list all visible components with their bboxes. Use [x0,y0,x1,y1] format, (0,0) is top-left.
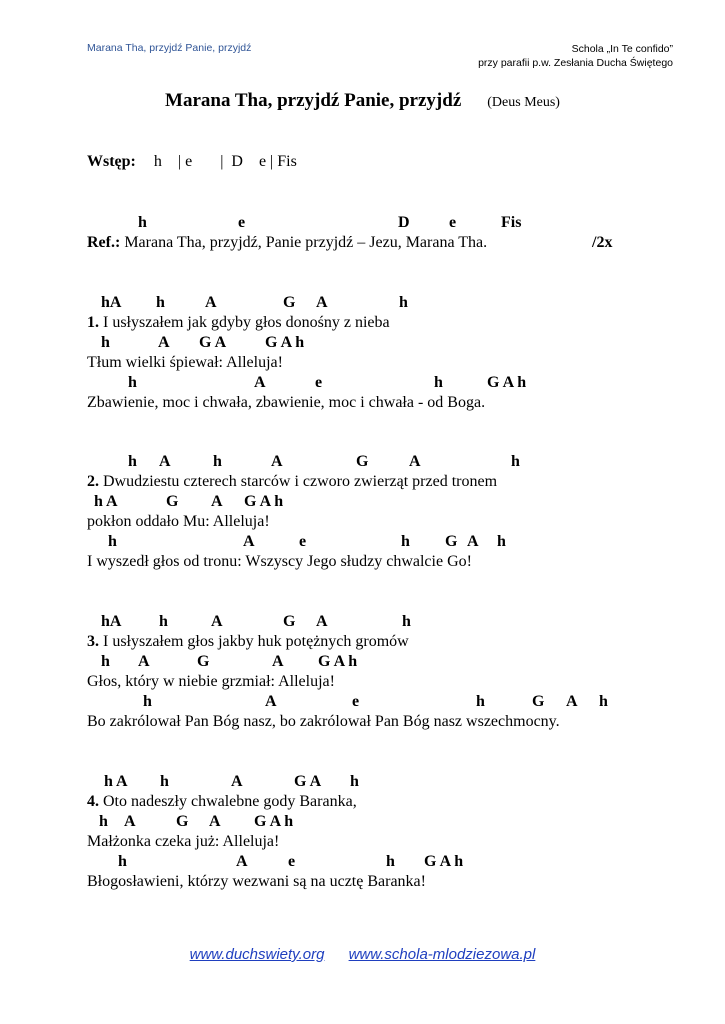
chord: A [409,453,421,470]
verse-line [87,633,409,651]
chord: h [108,533,117,550]
chord: A [124,813,136,830]
refrain-label: Ref.: [87,234,121,251]
chord: A [243,533,255,550]
chord: G A [199,334,227,351]
chord: e [288,853,296,870]
chord: A [138,653,150,670]
chord: h [599,693,608,710]
chord: h [101,334,110,351]
chord: G [356,453,369,470]
verse-line: pokłon oddało Mu: Alleluja! [87,513,270,530]
chord: G [283,294,296,311]
intro-chords: h | e | D e | Fis [153,153,297,170]
intro-label: Wstęp: [87,153,136,170]
header-song-title: Marana Tha, przyjdź Panie, przyjdź [87,42,252,54]
verse-line: Zbawienie, moc i chwała, zbawienie, moc i chwała - od Boga. [87,394,486,411]
chord: A [254,374,266,391]
chord: G [166,493,179,510]
chord: A [211,613,223,630]
chord: hA [101,613,122,630]
chord: G A h [424,853,464,870]
chord: h [99,813,108,830]
footer-links [0,946,725,963]
chord: h [434,374,443,391]
chord: h [401,533,410,550]
chord: A [316,613,328,630]
chord: D [398,214,410,231]
verse-line [87,793,357,811]
chord: A [467,533,479,550]
verse-line: Głos, który w niebie grzmiał: Alleluja! [87,673,335,690]
chord: A [205,294,217,311]
chord: G [176,813,189,830]
verse-line: I wyszedł głos od tronu: Wszyscy Jego słudzy chwalcie Go! [87,553,472,570]
chord: G A [294,773,322,790]
chord: A [236,853,248,870]
chord: A [159,453,171,470]
chord: h [402,613,411,630]
chord: A [265,693,277,710]
chord: h [118,853,127,870]
verse-number: 4. [87,793,99,810]
chord: G [532,693,545,710]
header-schola-info [478,42,673,70]
chord: A [316,294,328,311]
chord: h [143,693,152,710]
chord: A [272,653,284,670]
chord: h [399,294,408,311]
page-title [0,90,725,112]
chord: h [511,453,520,470]
chord: G A h [254,813,294,830]
refrain-repeat: /2x [592,234,613,251]
verse-text: Oto nadeszły chwalebne gody Baranka, [99,793,357,810]
chord: h [138,214,147,231]
chord: G [197,653,210,670]
chord: A [158,334,170,351]
chord: h A [104,773,128,790]
chord: h [101,653,110,670]
chord: h [128,453,137,470]
verse-number: 1. [87,314,99,331]
chord: A [231,773,243,790]
chord: h A [94,493,118,510]
refrain-text: Marana Tha, przyjdź, Panie przyjdź – Jezu, Marana Tha. [120,234,488,251]
chord: h [386,853,395,870]
chord: G A h [244,493,284,510]
chord: G A h [318,653,358,670]
refrain-line [87,234,487,252]
chord: h [476,693,485,710]
link-schola-mlodziezowa[interactable]: www.schola-mlodziezowa.pl [348,946,536,963]
chord: h [128,374,137,391]
verse-number: 2. [87,473,99,490]
verse-text: I usłyszałem głos jakby huk potężnych gromów [99,633,409,650]
verse-line: Małżonka czeka już: Alleluja! [87,833,280,850]
verse-line: Tłum wielki śpiewał: Alleluja! [87,354,283,371]
chord: A [211,493,223,510]
chord: h [159,613,168,630]
chord: G [283,613,296,630]
chord: Fis [501,214,522,231]
chord: e [449,214,457,231]
verse-line: Błogosławieni, którzy wezwani są na ucztę Baranka! [87,873,426,890]
chord: A [209,813,221,830]
chord: h [497,533,506,550]
chord: h [160,773,169,790]
chord: G A h [487,374,527,391]
chord: A [566,693,578,710]
chord: h [156,294,165,311]
link-duchswiety[interactable]: www.duchswiety.org [189,946,325,963]
chord: hA [101,294,122,311]
verse-number: 3. [87,633,99,650]
title-subtitle: (Deus Meus) [487,95,560,110]
verse-text: Dwudziestu czterech starców i czworo zwierząt przed tronem [99,473,498,490]
chord: h [350,773,359,790]
verse-line [87,473,497,491]
verse-line [87,314,390,332]
verse-line: Bo zakrólował Pan Bóg nasz, bo zakrólował Pan Bóg nasz wszechmocny. [87,713,560,730]
chord: A [271,453,283,470]
verse-text: I usłyszałem jak gdyby głos donośny z nieba [99,314,390,331]
header-parish: przy parafii p.w. Zesłania Ducha Świętego [478,57,673,69]
header-schola-name: Schola „In Te confido” [571,43,673,55]
chord: G [445,533,458,550]
title-main: Marana Tha, przyjdź Panie, przyjdź [165,90,462,111]
chord: e [352,693,360,710]
chord: e [238,214,246,231]
chord: G A h [265,334,305,351]
chord: h [213,453,222,470]
intro-line [87,153,297,171]
chord: e [299,533,307,550]
chord: e [315,374,323,391]
